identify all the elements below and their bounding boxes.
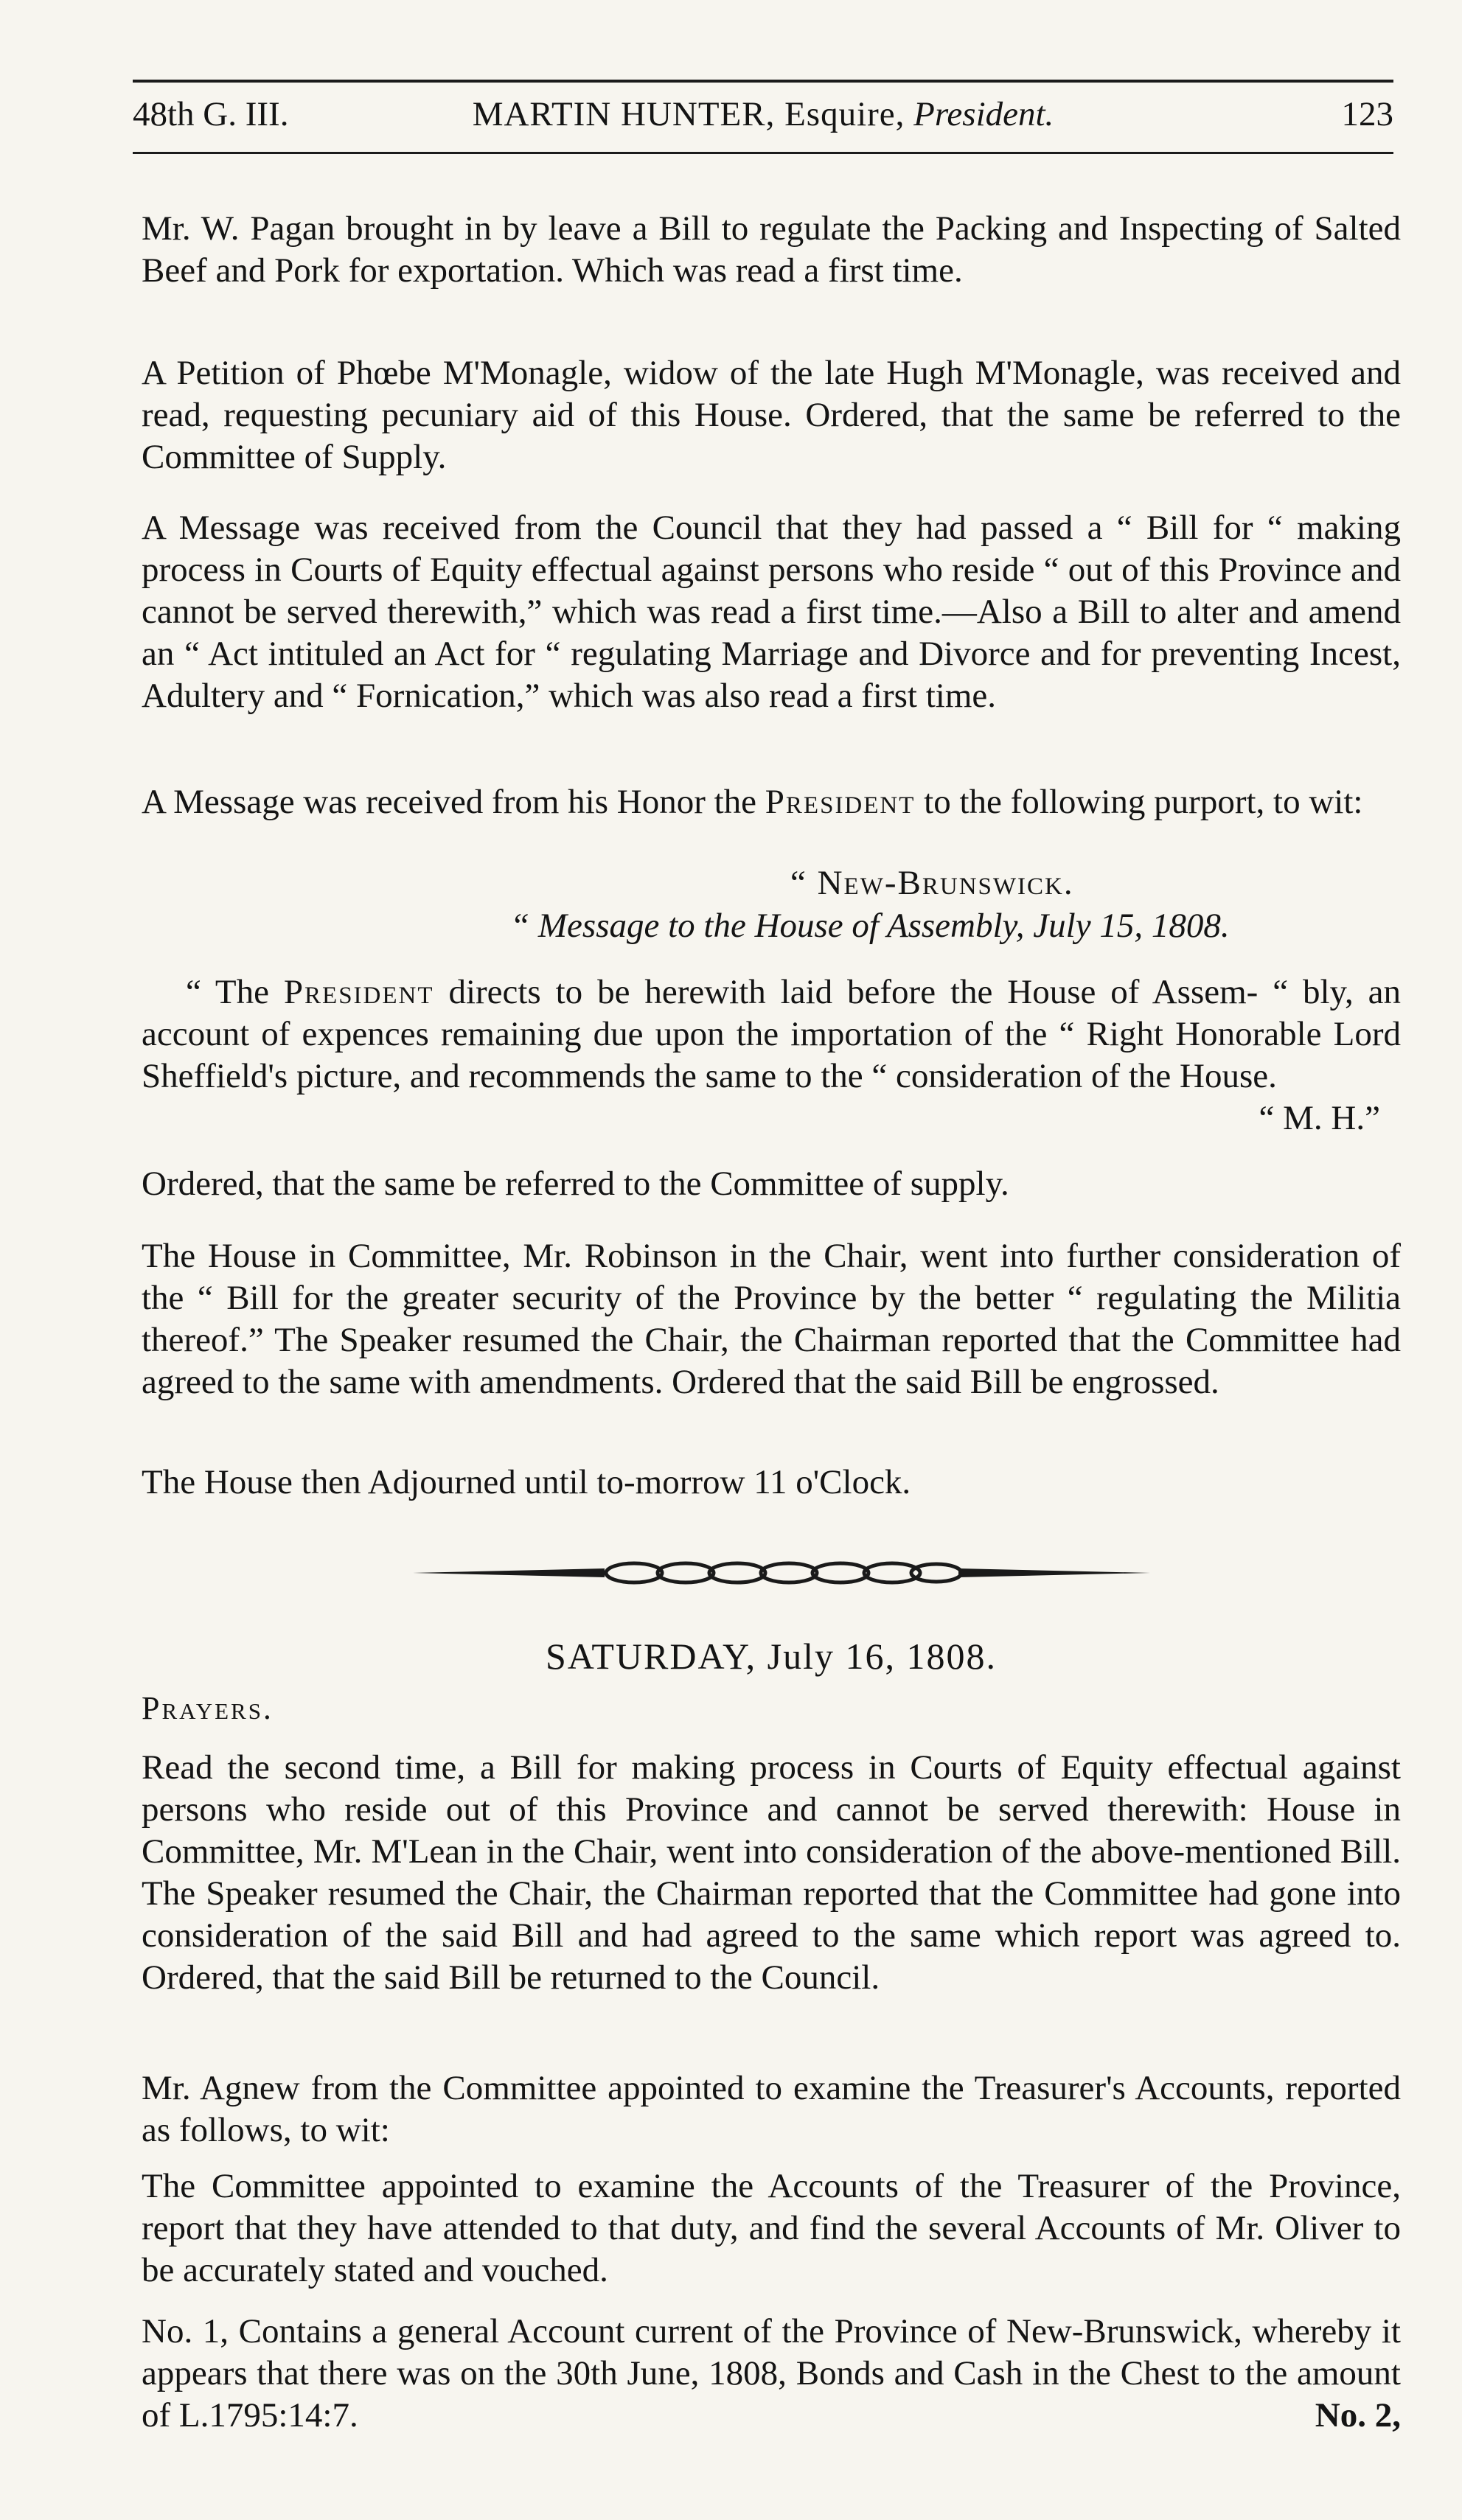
day-heading: SATURDAY, July 16, 1808. bbox=[545, 1636, 997, 1677]
regnal-year: 48th G. III. bbox=[133, 95, 289, 133]
running-header bbox=[133, 88, 1393, 140]
page-number: 123 bbox=[1341, 95, 1393, 133]
paragraph-adjourned: The House then Adjourned until to-morrow 11 o'Clock. bbox=[142, 1463, 911, 1501]
message-place-text: “ New-Brunswick. bbox=[790, 864, 1074, 902]
text-fragment: directs to be herewith laid before the House of Assem- “ bly, an account of expences remaining due upon the importation of the “ Right Honorable Lord Sheffield's picture, and recommends the same to the “ consideration of the House. bbox=[142, 973, 1401, 1095]
ornamental-divider bbox=[413, 1555, 1150, 1591]
paragraph-equity-bill-second-reading: Read the second time, a Bill for making process in Courts of Equity effectual against persons who reside out of this Province and cannot be served therewith: House in Committee, Mr. M'Lean in the Chair, went into consideration of the above-mentioned Bill. The Speaker resumed the Chair, the Chairman reported that the Committee had gone into consideration of the said Bill and had agreed to the same which report was agreed to. Ordered, that the said Bill be returned to the Council. bbox=[142, 1748, 1401, 1997]
president-smallcaps: President bbox=[765, 783, 916, 821]
catchword: No. 2, bbox=[1315, 2396, 1401, 2435]
paragraph-agnew-report: Mr. Agnew from the Committee appointed to examine the Treasurer's Accounts, reported as follows, to wit: bbox=[142, 2069, 1401, 2149]
paragraph-pagan-bill: Mr. W. Pagan brought in by leave a Bill to regulate the Packing and Inspecting of Salted Beef and Pork for exportation. Which was read a first time. bbox=[142, 209, 1401, 290]
paragraph-committee-accounts: The Committee appointed to examine the Accounts of the Treasurer of the Province, report that they have attended to that duty, and find the several Accounts of Mr. Oliver to be accurately stated and vouched. bbox=[142, 2167, 1401, 2289]
header-title bbox=[133, 88, 1393, 140]
header-bottom-rule bbox=[133, 152, 1393, 154]
message-title-text: “ Message to the House of Assembly, July 15, 1808. bbox=[510, 907, 1230, 945]
paragraph-petition: A Petition of Phœbe M'Monagle, widow of the late Hugh M'Monagle, was received and read, requesting pecuniary aid of this House. Ordered, that the same be referred to the Committee of Supply. bbox=[142, 354, 1401, 476]
president-title: President. bbox=[913, 95, 1054, 133]
message-title bbox=[142, 905, 1401, 947]
paragraph-council-message: A Message was received from the Council that they had passed a “ Bill for “ making process in Courts of Equity effectual against persons who reside “ out of this Province and cannot be served therewith,” which was read a first time.—Also a Bill to alter and amend an “ Act intituled an Act for “ regulating Marriage and Divorce and for preventing Incest, Adultery and “ Fornication,” which was also read a first time. bbox=[142, 509, 1401, 715]
paragraph-message-body bbox=[142, 971, 1401, 1097]
message-place bbox=[142, 862, 1401, 904]
president-name: MARTIN HUNTER, Esquire, bbox=[472, 95, 905, 133]
header-top-rule bbox=[133, 80, 1393, 83]
paragraph-president-message-intro bbox=[142, 781, 1401, 823]
paragraph-ordered-supply: Ordered, that the same be referred to the Committee of supply. bbox=[142, 1165, 1009, 1203]
message-signature: “ M. H.” bbox=[1259, 1099, 1380, 1137]
text-fragment: A Message was received from his Honor the bbox=[142, 783, 757, 821]
text-fragment: “ The bbox=[186, 973, 269, 1011]
text-fragment: to the following purport, to wit: bbox=[924, 783, 1363, 821]
president-smallcaps: President bbox=[283, 973, 434, 1011]
paragraph-militia-committee: The House in Committee, Mr. Robinson in the Chair, went into further consideration of the “ Bill for the greater security of the Province by the better “ regulating the Militia thereof.” The Speaker resumed the Chair, the Chairman reported that the Committee had agreed to the same with amendments. Ordered that the said Bill be engrossed. bbox=[142, 1237, 1401, 1401]
paragraph-account-no1: No. 1, Contains a general Account current of the Province of New-Brunswick, whereby it appears that there was on the 30th June, 1808, Bonds and Cash in the Chest to the amount of L.1795:14:7. bbox=[142, 2312, 1401, 2435]
prayers-label: Prayers. bbox=[142, 1690, 274, 1726]
